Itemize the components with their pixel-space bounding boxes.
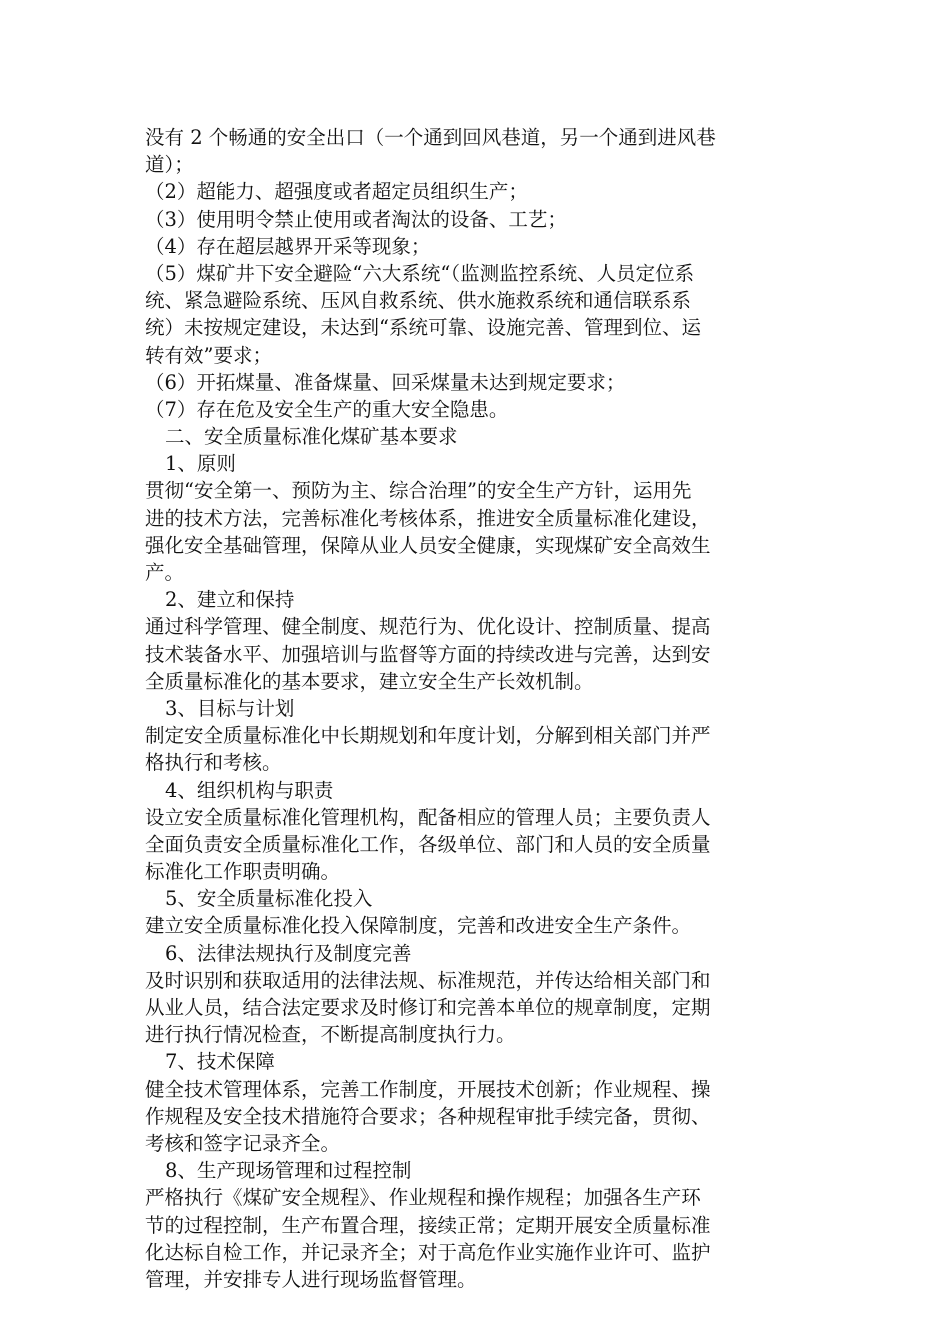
body-text-line: 管理，并安排专人进行现场监督管理。: [145, 1267, 477, 1291]
body-text-line: （4）存在超层越界开采等现象；: [145, 234, 431, 258]
section-heading: 二、安全质量标准化煤矿基本要求: [165, 425, 458, 449]
body-text-line: 标准化工作职责明确。: [145, 860, 341, 884]
body-text-line: 全质量标准化的基本要求，建立安全生产长效机制。: [145, 669, 594, 693]
body-text-line: 没有 2 个畅通的安全出口（一个通到回风巷道，另一个通到进风巷: [145, 126, 716, 149]
body-text-line: 进的技术方法，完善标准化考核体系，推进安全质量标准化建设，: [145, 506, 711, 530]
body-text-line: 技术装备水平、加强培训与监督等方面的持续改进与完善，达到安: [145, 642, 711, 666]
body-text-line: （7）存在危及安全生产的重大安全隐患。: [145, 397, 509, 421]
body-text-line: 及时识别和获取适用的法律法规、标准规范，并传达给相关部门和: [145, 968, 711, 992]
body-text-line: 格执行和考核。: [145, 751, 282, 775]
section-heading: 4、组织机构与职责: [165, 778, 334, 802]
section-heading: 1、原则: [165, 452, 236, 476]
body-text-line: 节的过程控制，生产布置合理，接续正常；定期开展安全质量标准: [145, 1213, 711, 1237]
body-text-line: 统、紧急避险系统、压风自救系统、供水施救系统和通信联系系: [145, 289, 692, 313]
body-text-line: 进行执行情况检查，不断提高制度执行力。: [145, 1023, 516, 1047]
body-text-line: （2）超能力、超强度或者超定员组织生产；: [145, 180, 528, 204]
body-text-line: 化达标自检工作，并记录齐全；对于高危作业实施作业许可、监护: [145, 1240, 711, 1264]
section-heading: 7、技术保障: [165, 1050, 275, 1074]
body-text-line: 产。: [145, 561, 185, 584]
section-heading: 3、目标与计划: [165, 696, 295, 720]
body-text-line: 严格执行《煤矿安全规程》、作业规程和操作规程；加强各生产环: [145, 1186, 701, 1210]
body-text-line: 强化安全基础管理，保障从业人员安全健康，实现煤矿安全高效生: [145, 533, 711, 557]
body-text-line: 设立安全质量标准化管理机构，配备相应的管理人员；主要负责人: [145, 805, 711, 829]
section-heading: 5、安全质量标准化投入: [165, 887, 373, 911]
body-text-line: 道）；: [145, 153, 194, 177]
body-text-line: 建立安全质量标准化投入保障制度，完善和改进安全生产条件。: [145, 914, 692, 938]
body-text-line: （6）开拓煤量、准备煤量、回采煤量未达到规定要求；: [145, 370, 626, 394]
body-text-line: 通过科学管理、健全制度、规范行为、优化设计、控制质量、提高: [145, 615, 711, 639]
document-page: [145, 124, 815, 1293]
body-text-line: （3）使用明令禁止使用或者淘汰的设备、工艺；: [145, 207, 567, 231]
section-heading: 6、法律法规执行及制度完善: [165, 941, 412, 965]
body-text-line: 全面负责安全质量标准化工作，各级单位、部门和人员的安全质量: [145, 832, 711, 856]
body-text-line: 考核和签字记录齐全。: [145, 1131, 341, 1155]
body-text-line: 转有效”要求；: [145, 343, 272, 367]
body-text-line: 统）未按规定建设，未达到“系统可靠、设施完善、管理到位、运: [145, 316, 701, 340]
section-heading: 2、建立和保持: [165, 588, 295, 612]
body-text-line: 作规程及安全技术措施符合要求；各种规程审批手续完备，贯彻、: [145, 1104, 711, 1128]
body-text-line: 健全技术管理体系，完善工作制度，开展技术创新；作业规程、操: [145, 1077, 711, 1101]
body-text-line: 从业人员，结合法定要求及时修订和完善本单位的规章制度，定期: [145, 996, 711, 1019]
body-text-line: 制定安全质量标准化中长期规划和年度计划，分解到相关部门并严: [145, 724, 711, 748]
body-text-line: 贯彻“安全第一、预防为主、综合治理”的安全生产方针，运用先: [145, 479, 692, 503]
body-text-line: （5）煤矿井下安全避险“六大系统“（监测监控系统、人员定位系: [145, 261, 695, 285]
section-heading: 8、生产现场管理和过程控制: [165, 1159, 412, 1183]
